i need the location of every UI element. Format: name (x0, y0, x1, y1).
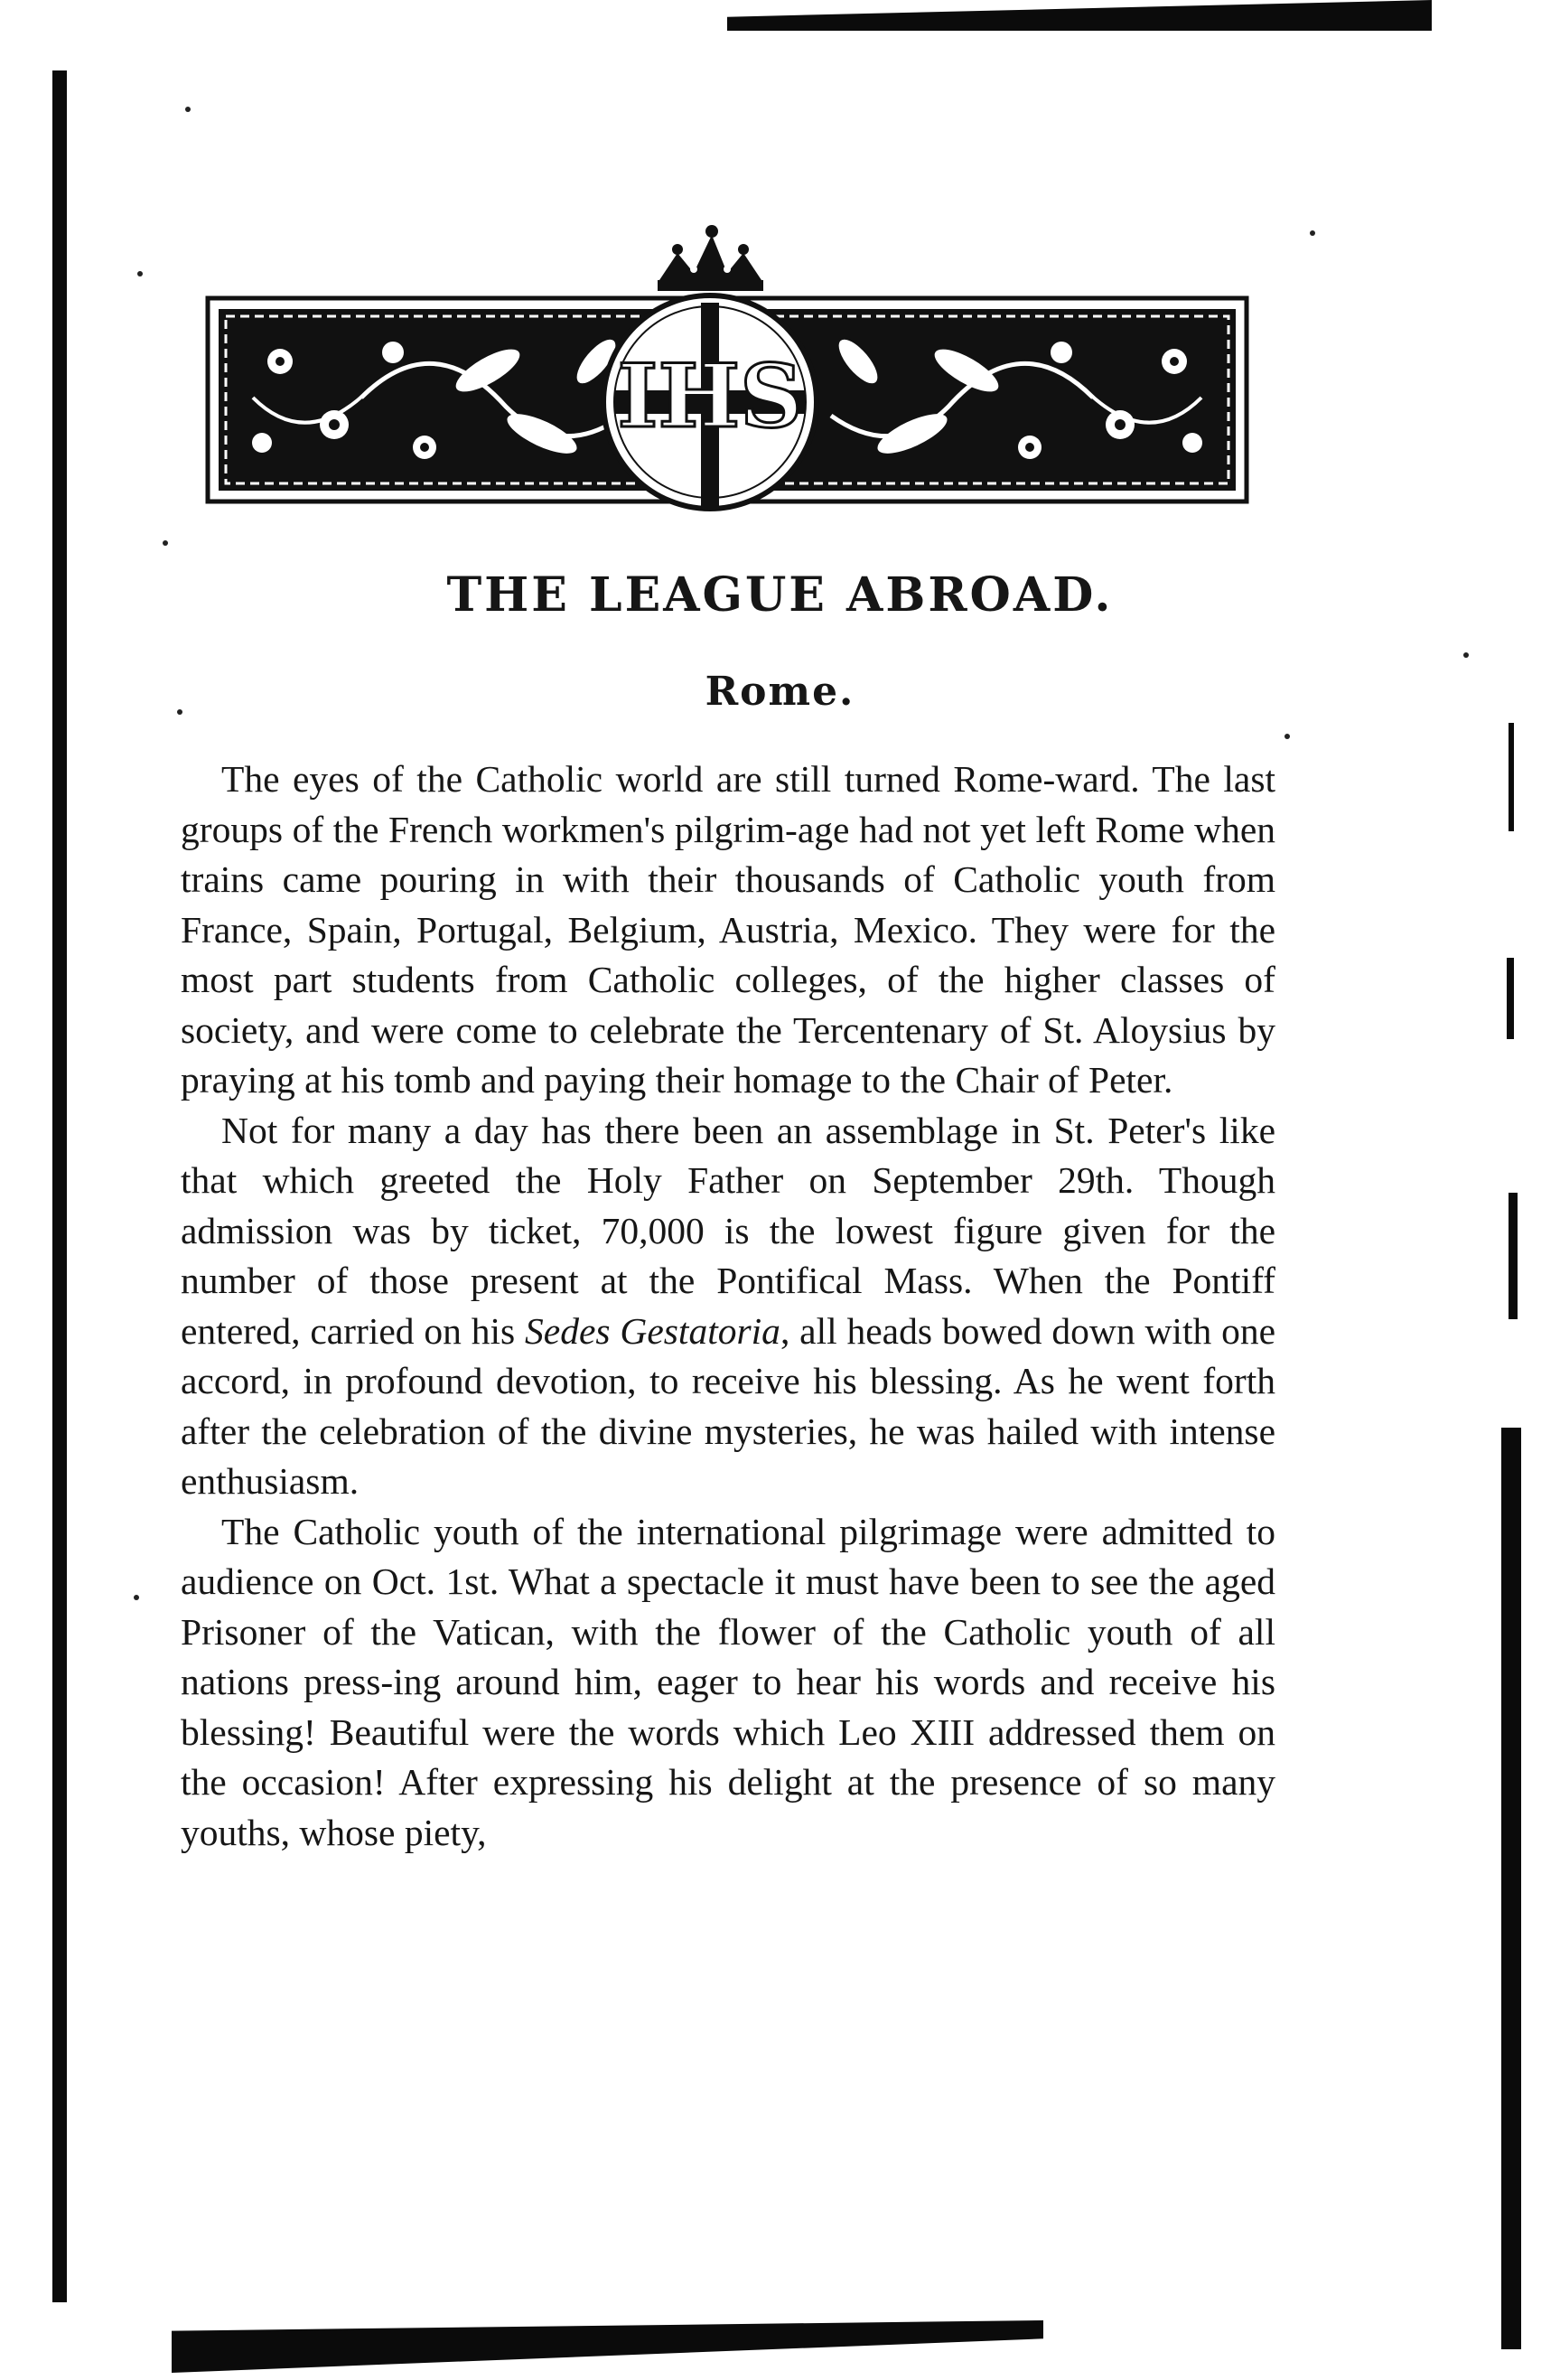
scan-border-left (52, 70, 67, 2302)
ihs-monogram: IHS (617, 345, 803, 447)
scan-border-bottom (172, 2320, 1043, 2373)
paragraph-text: Not for many a day has there been an assemblage in St. Peter's like that which greeted the Holy Father on September 29th. Though admission was by ticket, 70,000 is the lowest figure given for the number of those present at the Pontifical Mass. When the Pontiff entered, carried on his (181, 1109, 1275, 1352)
paragraph-text: , all heads bowed down with one accord, in profound devotion, to receive his blessing. As he went forth after the celebration of the divine mysteries, he was hailed with intense enthusiasm. (181, 1309, 1276, 1502)
scan-border-right (1501, 687, 1521, 2349)
paragraph: The eyes of the Catholic world are still turned Rome-ward. The last groups of the French workmen's pilgrim-age had not yet left Rome when trains came pouring in with their thousands of Catholic youth from France, Spain, Portugal, Belgium, Austria, Mexico. They were for the most part students from Catholic colleges, of the higher classes of society, and were come to celebrate the Tercentenary of St. Aloysius by praying at his tomb and paying their homage to the Chair of Peter. (181, 758, 1275, 1101)
scan-speck (1310, 230, 1315, 236)
paragraph: The Catholic youth of the international pilgrimage were admitted to audience on Oct. 1st. What a spectacle it must have been to see the aged Prisoner of the Vatican, with the flower of the Catholic youth of all nations press-ing around him, eager to hear his words and receive his blessing! Beautiful were the words which Leo XIII addressed them on the occasion! After expressing his delight at the presence of so many youths, whose piety, (181, 1510, 1275, 1853)
paragraph (181, 1106, 1275, 1507)
scan-speck (1463, 652, 1469, 658)
italic-phrase: Sedes Gestatoria (525, 1309, 780, 1352)
section-subtitle: Rome. (705, 669, 855, 715)
scan-speck (134, 1595, 139, 1600)
scan-speck (137, 271, 143, 276)
scan-border-top (727, 0, 1432, 31)
scan-speck (1284, 734, 1290, 739)
crown-icon (658, 225, 763, 291)
scan-speck (185, 107, 191, 112)
page-title: THE LEAGUE ABROAD. (446, 567, 1114, 623)
ornamental-header-band (199, 217, 1256, 515)
scan-speck (163, 540, 168, 546)
article-body (181, 754, 1275, 1858)
